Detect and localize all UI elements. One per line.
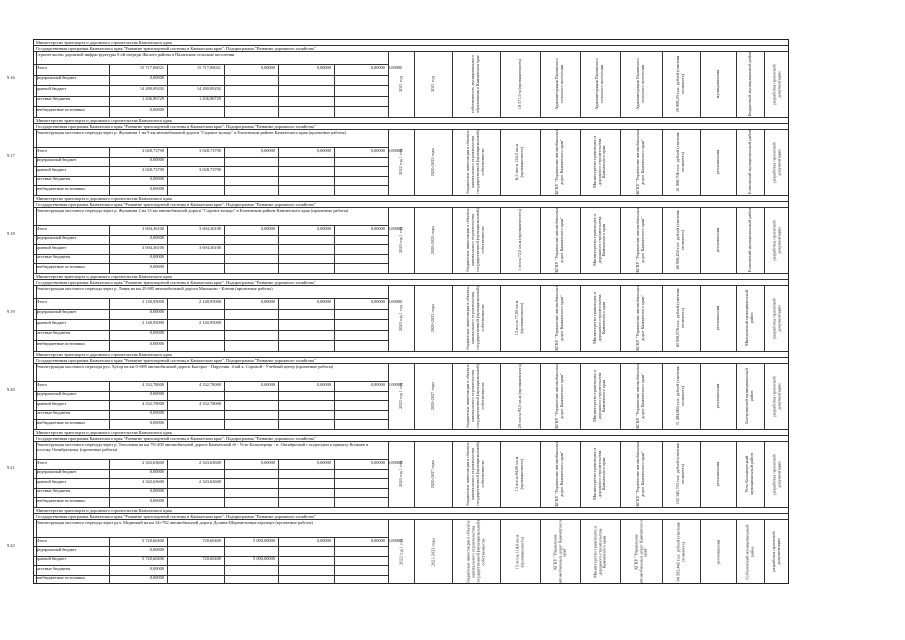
fin-value: 3 694,36100 — [199, 244, 221, 250]
rotated-cell: 2020-2027 годы — [429, 459, 435, 489]
fin-value: 720,60400 — [202, 537, 221, 543]
column-divider — [278, 537, 279, 584]
fin-value: 4 332,78000 — [142, 381, 164, 387]
fin-row-label: краевой бюджет — [36, 478, 67, 484]
fin-value: 5 720,60400 — [142, 537, 164, 543]
rotated-cell: 2021 год — [429, 76, 435, 92]
fin-row-label: федеральный бюджет — [36, 157, 77, 163]
fin-value: 2 343,63600 — [199, 478, 221, 484]
fin-row-label: внебюджетные источники — [36, 419, 85, 425]
column-divider — [109, 537, 110, 584]
object-name: Реконструкция мостового перехода через р. Жупанова 1 на 9 км автомобильной дороги "Садовое кольцо" в Елизовском районе Камчатского края (проектные работы) — [36, 130, 346, 135]
column-divider — [278, 298, 279, 351]
item-number: 9.18 — [7, 231, 15, 236]
item-number: 9.21 — [7, 465, 15, 470]
column-divider — [224, 298, 225, 351]
column-divider — [334, 459, 335, 507]
rotated-cell: Администрация Паланского сельского поселения — [635, 58, 645, 110]
rotated-cell: разработка проектной документации — [770, 219, 781, 261]
item-number: 9.16 — [7, 75, 15, 80]
fin-value: 0,00000 — [388, 537, 403, 543]
fin-value: 15 717,06021 — [139, 64, 164, 70]
fin-value: 1 436,96729 — [142, 96, 164, 102]
fin-row-label: местные бюджеты — [36, 410, 71, 416]
fin-row-label: местные бюджеты — [36, 254, 71, 260]
rotated-cell: бюджетные инвестиции в объекты капитального строительства государственной (муниципальной) собственности — [465, 286, 485, 350]
fin-value: 0,00000 — [370, 225, 385, 231]
fin-value: 2 343,63600 — [199, 459, 221, 465]
object-name: Реконструкция мостового перехода через руч. Медвежий на км 34+782 автомобильной дороги Долина-Шереметьевка-аэропорт (проектные работы) — [36, 520, 313, 525]
fin-row-label: федеральный бюджет — [36, 391, 77, 397]
column-divider — [167, 537, 168, 584]
fin-value: 0,00000 — [316, 147, 331, 153]
fin-value: 2 140,95000 — [142, 319, 164, 325]
rotated-cell: 41 908,706 тыс. рублей (сметная стоимость) — [675, 132, 685, 192]
fin-row-label: Итого — [36, 537, 48, 543]
program-line: Государственная программа Камчатского края "Развитие транспортной системы в Камчатском крае". Подпрограмма "Развитие дорожного хозяйства" — [36, 280, 316, 285]
column-divider — [334, 225, 335, 273]
fin-value: 0,00000 — [149, 176, 164, 182]
rotated-cell: Елизовский муниципальный район — [746, 129, 752, 195]
rotated-cell: 102 340,703 тыс. рублей (сметная стоимость) — [675, 443, 685, 505]
rotated-cell: Соболевский муниципальный район — [744, 524, 754, 579]
rotated-cell: КГКУ "Управление автомобильных дорог Камчатского края" — [635, 129, 645, 195]
rotated-cell: КГКУ "Управление автомобильных дорог Камчатского края" — [554, 363, 564, 429]
fin-value: 3 694,36100 — [199, 225, 221, 231]
rotated-cell: 2021-2023 годы — [429, 537, 435, 566]
rotated-cell: Министерство транспорта и дорожного строительства Камчатского края — [591, 292, 607, 344]
object-name: Строительство дорожной инфраструктуры 5-ой очереди Жилого района в Паланском сельском поселении — [36, 52, 235, 57]
rotated-cell: КГКУ "Управление автомобильных дорог Камчатского края" — [635, 441, 645, 507]
fin-value: 2 140,95000 — [199, 319, 221, 325]
item-number: 9.17 — [7, 153, 15, 158]
fin-value: 0,00000 — [316, 64, 331, 70]
fin-value: 0,00000 — [316, 381, 331, 387]
fin-row-label: краевой бюджет — [36, 400, 67, 406]
rotated-cell: КГКУ "Управление автомобильных дорог Камчатского края" — [632, 519, 648, 584]
rotated-cell: региональная — [714, 383, 720, 409]
column-divider — [224, 459, 225, 507]
fin-value: 0,00000 — [260, 459, 275, 465]
fin-row-label: внебюджетные источники — [36, 106, 85, 112]
rotated-cell: 1 пог.м 72,0 кв.м (протяженность) — [516, 209, 522, 272]
fin-value: 0,00000 — [388, 147, 403, 153]
rotated-cell: разработка проектной документации — [770, 297, 781, 339]
column-divider — [109, 459, 110, 507]
fin-value: 0,00000 — [370, 537, 385, 543]
column-divider — [224, 64, 225, 117]
fin-value: 0,00000 — [260, 147, 275, 153]
column-divider — [278, 225, 279, 273]
rotated-cell: КГКУ "Управление автомобильных дорог Камчатского края" — [635, 285, 645, 351]
rotated-cell: собственность муниципального образования в Камчатском крае — [470, 54, 480, 114]
column-divider — [278, 459, 279, 507]
fin-value: 0,00000 — [149, 340, 164, 346]
rotated-cell: КГКУ "Управление автомобильных дорог Камчатского края" — [554, 285, 564, 351]
rotated-cell: 94 593,442 тыс. рублей (сметная стоимость) — [675, 522, 685, 581]
rotated-cell: 2020 год 1 год — [397, 227, 403, 253]
rotated-cell: Администрация Паланского сельского поселения — [554, 58, 564, 110]
column-divider — [167, 298, 168, 351]
ministry-line: Министерство транспорта и дорожного строительства Камчатского края — [36, 508, 172, 513]
fin-value: 5 000,00000 — [253, 556, 275, 562]
fin-value: 0,00000 — [388, 459, 403, 465]
column-divider — [109, 298, 110, 351]
fin-value: 0,00000 — [149, 263, 164, 269]
column-divider — [109, 225, 110, 273]
fin-value: 0,00000 — [316, 459, 331, 465]
fin-value: 3 028,73790 — [142, 147, 164, 153]
rotated-cell: разработка проектной документации — [770, 141, 781, 183]
fin-value: 15 717,06021 — [196, 64, 221, 70]
column-divider — [224, 381, 225, 429]
rotated-cell: Елизовский муниципальный район — [746, 207, 752, 273]
column-divider — [109, 64, 110, 117]
rotated-cell: 2022 год 1 год — [397, 538, 403, 565]
column-divider — [167, 64, 168, 117]
fin-row-label: краевой бюджет — [36, 166, 67, 172]
rotated-cell: Бюджетный муниципальный район — [746, 51, 752, 117]
fin-row-label: федеральный бюджет — [36, 309, 77, 315]
rotated-cell: 15 пог.м 114,0 кв.м (протяженность) — [514, 534, 524, 569]
fin-value: 0,00000 — [149, 106, 164, 112]
rotated-cell: Министерство транспорта и дорожного строительства Камчатского края — [591, 214, 607, 266]
rotated-cell: 2020-2025 годы — [429, 147, 435, 177]
fin-value: 0,00000 — [260, 381, 275, 387]
fin-row-label: Итого — [36, 225, 48, 231]
fin-row-label: местные бюджеты — [36, 330, 71, 336]
column-divider — [334, 381, 335, 429]
fin-row-label: внебюджетные источники — [36, 575, 85, 581]
column-divider — [167, 459, 168, 507]
fin-value: 4 332,78000 — [142, 400, 164, 406]
rotated-cell: региональная — [714, 305, 720, 331]
fin-value: 14 280,09292 — [196, 85, 221, 91]
fin-value: 0,00000 — [149, 419, 164, 425]
fin-value: 0,00000 — [149, 497, 164, 503]
column-divider — [278, 64, 279, 117]
item-number: 9.19 — [7, 309, 15, 314]
fin-value: 4 332,78000 — [199, 400, 221, 406]
rotated-cell: 13 пог.м 77,00 кв.м (протяженность) — [514, 300, 524, 336]
program-line: Государственная программа Камчатского края "Развитие транспортной системы в Камчатском крае". Подпрограмма "Развитие дорожного хозяйства" — [36, 46, 316, 51]
fin-value: 720,60400 — [202, 556, 221, 562]
rotated-cell: региональная — [714, 539, 720, 564]
fin-value: 0,00000 — [316, 298, 331, 304]
fin-value: 0,00000 — [370, 298, 385, 304]
rotated-cell: 40 908,876 тыс. рублей (сметная стоимость) — [675, 288, 685, 348]
ministry-line: Министерство транспорта и дорожного строительства Камчатского края — [36, 274, 172, 279]
rotated-cell: 2021 год — [397, 76, 403, 92]
fin-value: 0,00000 — [388, 64, 403, 70]
fin-row-label: местные бюджеты — [36, 176, 71, 182]
column-divider — [109, 147, 110, 195]
rotated-cell: 2020-2027 годы — [429, 381, 435, 411]
rotated-cell: 2020-2023 годы — [429, 303, 435, 333]
program-line: Государственная программа Камчатского края "Развитие транспортной системы в Камчатском крае". Подпрограмма "Развитие дорожного хозяйства" — [36, 436, 316, 441]
rotated-cell: Усть-Большерецкий муниципальный район — [744, 453, 754, 495]
object-name: Реконструкция мостового перехода через р. Левая на км 29 685 автомобильной дороги Мильково - Ключи (проектные работы) — [36, 286, 273, 291]
rotated-cell: разработка проектной документации — [770, 531, 781, 572]
rotated-cell: 2020 год 1 год — [397, 305, 403, 331]
column-divider — [334, 298, 335, 351]
fin-value: 0,00000 — [149, 575, 164, 581]
rotated-cell: 2020 год 1 год — [397, 461, 403, 487]
fin-row-label: внебюджетные источники — [36, 340, 85, 346]
fin-row-label: федеральный бюджет — [36, 546, 77, 552]
fin-value: 0,00000 — [370, 381, 385, 387]
fin-value: 0,00000 — [260, 225, 275, 231]
rotated-cell: КГКУ "Управление автомобильных дорог Камчатского края" — [551, 519, 567, 584]
fin-value: 2 140,95000 — [142, 298, 164, 304]
fin-value: 0,00000 — [260, 64, 275, 70]
fin-value: 1 436,96729 — [199, 96, 221, 102]
fin-row-label: Итого — [36, 381, 48, 387]
column-divider — [334, 147, 335, 195]
rotated-cell: КГКУ "Управление автомобильных дорог Камчатского края" — [554, 441, 564, 507]
object-name: Реконструкция мостового перехода через р. Жупанова 2 на 13 км автомобильной дороги "Садовое кольцо" в Елизовском районе Камчатского края (проектные работы) — [36, 208, 349, 213]
item-number: 9.20 — [7, 387, 15, 392]
column-divider — [167, 147, 168, 195]
fin-value: 2 343,63600 — [142, 459, 164, 465]
fin-value: 3 694,36100 — [142, 244, 164, 250]
fin-value: 0,00000 — [149, 157, 164, 163]
column-divider — [334, 537, 335, 584]
fin-value: 3 028,73790 — [199, 147, 221, 153]
ministry-line: Министерство транспорта и дорожного строительства Камчатского края — [36, 430, 172, 435]
fin-value: 0,00000 — [149, 330, 164, 336]
rotated-cell: Министерство транспорта и дорожного строительства Камчатского края — [591, 136, 607, 188]
column-divider — [224, 537, 225, 584]
rotated-cell: 31 484,865 тыс. рублей (сметная стоимость) — [675, 366, 685, 426]
fin-value: 0,00000 — [149, 391, 164, 397]
rotated-cell: КГКУ "Управление автомобильных дорог Камчатского края" — [554, 207, 564, 273]
fin-row-label: внебюджетные источники — [36, 497, 85, 503]
rotated-cell: 2020-2025 годы — [429, 225, 435, 255]
column-divider — [278, 147, 279, 195]
fin-row-label: краевой бюджет — [36, 319, 67, 325]
column-divider — [224, 147, 225, 195]
rotated-cell: 20 пог.м 95,0 кв.м (протяженность) — [516, 363, 522, 429]
rotated-cell: КГКУ "Управление автомобильных дорог Камчатского края" — [635, 363, 645, 429]
program-line: Государственная программа Камчатского края "Развитие транспортной системы в Камчатском крае". Подпрограмма "Развитие дорожного хозяйства" — [36, 124, 316, 129]
fin-value: 0,00000 — [149, 565, 164, 571]
ministry-line: Министерство транспорта и дорожного строительства Камчатского края — [36, 118, 172, 123]
rotated-cell: 2022 год 1 год — [397, 149, 403, 175]
rotated-cell: 2022 год 1 год — [397, 383, 403, 409]
ministry-line: Министерство транспорта и дорожного строительства Камчатского края — [36, 352, 172, 357]
ministry-line: Министерство транспорта и дорожного строительства Камчатского края — [36, 40, 172, 45]
fin-row-label: внебюджетные источники — [36, 185, 85, 191]
rotated-cell: разработка проектной документации — [770, 375, 781, 417]
fin-value: 3 028,73790 — [199, 166, 221, 172]
item-number: 9.22 — [7, 542, 15, 548]
fin-value: 5 000,00000 — [253, 537, 275, 543]
fin-value: 2 343,63600 — [142, 478, 164, 484]
fin-row-label: Итого — [36, 64, 48, 70]
fin-value: 0,00000 — [316, 537, 331, 543]
rotated-cell: разработка проектной документации — [770, 63, 781, 105]
fin-value: 0,00000 — [388, 381, 403, 387]
rotated-cell: 29 908,29 тыс. рублей (сметная стоимость) — [675, 55, 685, 113]
rotated-cell: 13 пог.м 84,00 кв.м (протяженность) — [514, 456, 524, 492]
fin-row-label: внебюджетные источники — [36, 263, 85, 269]
fin-value: 2 140,95000 — [199, 298, 221, 304]
rotated-cell: бюджетные инвестиции в объекты капитального строительства государственной (муниципальной) собственности — [465, 519, 485, 584]
fin-row-label: местные бюджеты — [36, 488, 71, 494]
fin-value: 0,00000 — [388, 225, 403, 231]
fin-value: 0,00000 — [370, 147, 385, 153]
column-divider — [224, 225, 225, 273]
fin-value: 0,00000 — [149, 469, 164, 475]
fin-row-label: федеральный бюджет — [36, 469, 77, 475]
fin-value: 3 028,73790 — [142, 166, 164, 172]
fin-row-label: местные бюджеты — [36, 565, 71, 571]
fin-value: 0,00000 — [388, 298, 403, 304]
rotated-cell: региональная — [714, 461, 720, 487]
fin-value: 3 694,36100 — [142, 225, 164, 231]
fin-value: 0,00000 — [149, 185, 164, 191]
fin-value: 0,00000 — [149, 75, 164, 81]
rotated-cell: бюджетные инвестиции в объекты капитального строительства государственной (муниципальной) собственности — [465, 364, 485, 428]
fin-value: 0,00000 — [370, 459, 385, 465]
rotated-cell: бюджетные инвестиции в объекты капитального строительства государственной (муниципальной) собственности — [465, 208, 485, 272]
rotated-cell: Быстринский муниципальный район — [744, 368, 754, 424]
column-divider — [334, 64, 335, 117]
rotated-cell: Министерство транспорта и дорожного строительства Камчатского края — [591, 525, 607, 578]
fin-row-label: Итого — [36, 459, 48, 465]
column-divider — [109, 381, 110, 429]
fin-value: 0,00000 — [149, 254, 164, 260]
rotated-cell: бюджетные инвестиции в объекты капитального строительства государственной (муниципальной) собственности — [465, 442, 485, 506]
fin-row-label: федеральный бюджет — [36, 235, 77, 241]
rotated-cell: 18 571,0 м (протяженность) — [516, 58, 522, 110]
fin-row-label: федеральный бюджет — [36, 75, 77, 81]
fin-row-label: краевой бюджет — [36, 85, 67, 91]
fin-value: 0,00000 — [149, 546, 164, 552]
fin-value: 0,00000 — [149, 309, 164, 315]
rotated-cell: региональная — [714, 149, 720, 175]
fin-value: 4 332,78000 — [199, 381, 221, 387]
rotated-cell: Мильковский муниципальный район — [744, 290, 754, 346]
column-divider — [167, 381, 168, 429]
column-divider — [167, 225, 168, 273]
rotated-cell: КГКУ "Управление автомобильных дорог Камчатского края" — [635, 207, 645, 273]
fin-row-label: местные бюджеты — [36, 96, 71, 102]
fin-row-label: краевой бюджет — [36, 244, 67, 250]
fin-value: 0,00000 — [316, 225, 331, 231]
program-line: Государственная программа Камчатского края "Развитие транспортной системы в Камчатском крае". Подпрограмма "Развитие дорожного хозяйства" — [36, 358, 316, 363]
fin-value: 5 720,60400 — [142, 556, 164, 562]
fin-row-label: Итого — [36, 147, 48, 153]
program-line: Государственная программа Камчатского края "Развитие транспортной системы в Камчатском крае". Подпрограмма "Развитие дорожного хозяйства" — [36, 202, 316, 207]
rotated-cell: региональная — [714, 227, 720, 253]
fin-value: 0,00000 — [149, 488, 164, 494]
fin-value: 0,00000 — [149, 410, 164, 416]
fin-value: 0,00000 — [260, 298, 275, 304]
rotated-cell: муниципальная — [714, 69, 720, 99]
rotated-cell: 48 908,450 тыс. рублей (сметная стоимость) — [675, 210, 685, 270]
program-line: Государственная программа Камчатского края "Развитие транспортной системы в Камчатском крае". Подпрограмма "Развитие дорожного хозяйства" — [36, 514, 316, 519]
rotated-cell: 6,5 пог.м 124,0 кв.м (протяженность) — [514, 144, 524, 180]
fin-value: 14 280,09292 — [139, 85, 164, 91]
fin-value: 0,00000 — [370, 64, 385, 70]
ministry-line: Министерство транспорта и дорожного строительства Камчатского края — [36, 196, 172, 201]
fin-value: 0,00000 — [149, 235, 164, 241]
rotated-cell: Министерство транспорта и дорожного строительства Камчатского края — [591, 370, 607, 422]
rotated-cell: КГКУ "Управление автомобильных дорог Камчатского края" — [554, 129, 564, 195]
fin-row-label: краевой бюджет — [36, 556, 67, 562]
fin-row-label: Итого — [36, 298, 48, 304]
object-name: Реконструкция мостового перехода через р. Тополевая на км 78+200 автомобильной дороги Камчатский зб - Усть-Большерецк - п. Октябрьский с подъездом к причалу Кочкаев и поселку Октябрьскому (проектные работы) — [36, 442, 369, 452]
object-name: Реконструкция мостового перехода руч. Хутор на км 0+689 автомобильной дороги Быстрое - Парусник. 4-ый к. Соровой - Учебный центр (проектные работы) — [36, 364, 334, 369]
rotated-cell: Министерство транспорта и дорожного строительства Камчатского края — [591, 448, 607, 500]
rotated-cell: разработка проектной документации — [770, 453, 781, 495]
rotated-cell: Администрация Паланского сельского поселения — [594, 58, 604, 110]
column-divider — [278, 381, 279, 429]
rotated-cell: бюджетные инвестиции в объекты капитального строительства государственной (муниципальной) собственности — [465, 130, 485, 194]
